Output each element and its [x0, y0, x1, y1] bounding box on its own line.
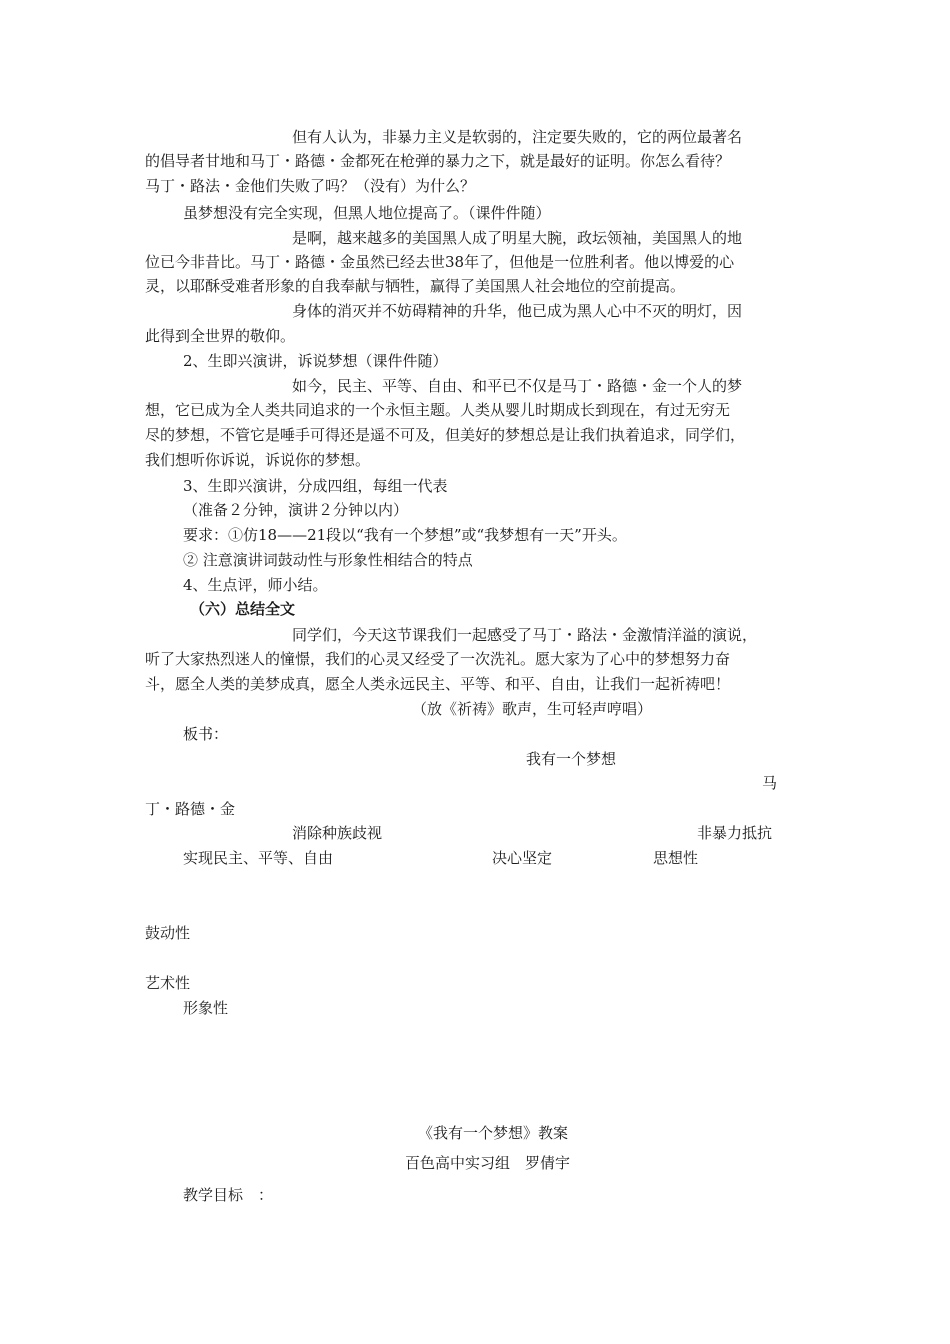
author-line: 百色高中实习组 罗倩宇	[405, 1154, 571, 1172]
paragraph-line: 身体的消灭并不妨碍精神的升华，他已成为黑人心中不灭的明灯，因	[292, 302, 743, 320]
section-item: 4、生点评，师小结。	[183, 576, 328, 594]
board-text: 非暴力抵抗	[697, 824, 773, 842]
board-text: 艺术性	[145, 974, 191, 992]
paragraph-line: 想，它已成为全人类共同追求的一个永恒主题。人类从婴儿时期成长到现在，有过无穷无	[145, 401, 731, 419]
requirement-line: ② 注意演讲词鼓动性与形象性相结合的特点	[183, 551, 473, 569]
board-text: 形象性	[183, 999, 229, 1017]
paragraph-line: 同学们，今天这节课我们一起感受了马丁・路法・金激情洋溢的演说，	[292, 626, 758, 644]
paragraph-line: 但有人认为，非暴力主义是软弱的，注定要失败的，它的两位最著名	[292, 128, 743, 146]
board-text: 思想性	[653, 849, 699, 867]
board-text: 鼓动性	[145, 924, 191, 942]
paragraph-line: 如今，民主、平等、自由、和平已不仅是马丁・路德・金一个人的梦	[292, 377, 743, 395]
board-text: 丁・路德・金	[145, 800, 236, 818]
paragraph-line: （准备２分钟，演讲２分钟以内）	[183, 501, 409, 519]
board-label: 板书：	[183, 725, 229, 743]
paragraph-line: 虽梦想没有完全实现，但黑人地位提高了。（课件件随）	[183, 204, 551, 222]
board-title: 我有一个梦想	[526, 750, 617, 768]
paragraph-line: 我们想听你诉说，诉说你的梦想。	[145, 451, 371, 469]
board-text: 实现民主、平等、自由	[183, 849, 334, 867]
section-item: 3、生即兴演讲，分成四组，每组一代表	[183, 477, 448, 495]
paragraph-line: 位已今非昔比。马丁・路德・金虽然已经去世38年了，但他是一位胜利者。他以博爱的心	[145, 253, 735, 271]
section-heading: （六）总结全文	[190, 600, 296, 618]
board-text: 消除种族歧视	[292, 824, 383, 842]
paragraph-line: 灵，以耶酥受难者形象的自我奉献与牺牲，赢得了美国黑人社会地位的空前提高。	[145, 277, 686, 295]
section-item: 2、生即兴演讲，诉说梦想（课件件随）	[183, 352, 448, 370]
paragraph-line: 此得到全世界的敬仰。	[145, 327, 296, 345]
paragraph-line: 听了大家热烈迷人的憧憬，我们的心灵又经受了一次洗礼。愿大家为了心中的梦想努力奋	[145, 650, 731, 668]
requirement-line: 要求：①仿18——21段以“我有一个梦想”或“我梦想有一天”开头。	[183, 526, 627, 544]
paragraph-line: 的倡导者甘地和马丁・路德・金都死在枪弹的暴力之下，就是最好的证明。你怎么看待？	[145, 152, 731, 170]
lesson-plan-title: 《我有一个梦想》教案	[418, 1124, 569, 1142]
paragraph-line: 是啊，越来越多的美国黑人成了明星大腕，政坛领袖，美国黑人的地	[292, 229, 743, 247]
board-text: 马	[762, 774, 778, 792]
paragraph-line: 斗，愿全人类的美梦成真，愿全人类永远民主、平等、和平、自由，让我们一起祈祷吧！	[145, 675, 731, 693]
paragraph-line: （放《祈祷》歌声，生可轻声哼唱）	[412, 700, 653, 718]
board-text: 决心坚定	[492, 849, 553, 867]
objectives-heading: 教学目标 ：	[183, 1186, 274, 1204]
paragraph-line: 尽的梦想，不管它是唾手可得还是遥不可及，但美好的梦想总是让我们执着追求，同学们，	[145, 426, 746, 444]
paragraph-line: 马丁・路法・金他们失败了吗？（没有）为什么？	[145, 177, 476, 195]
